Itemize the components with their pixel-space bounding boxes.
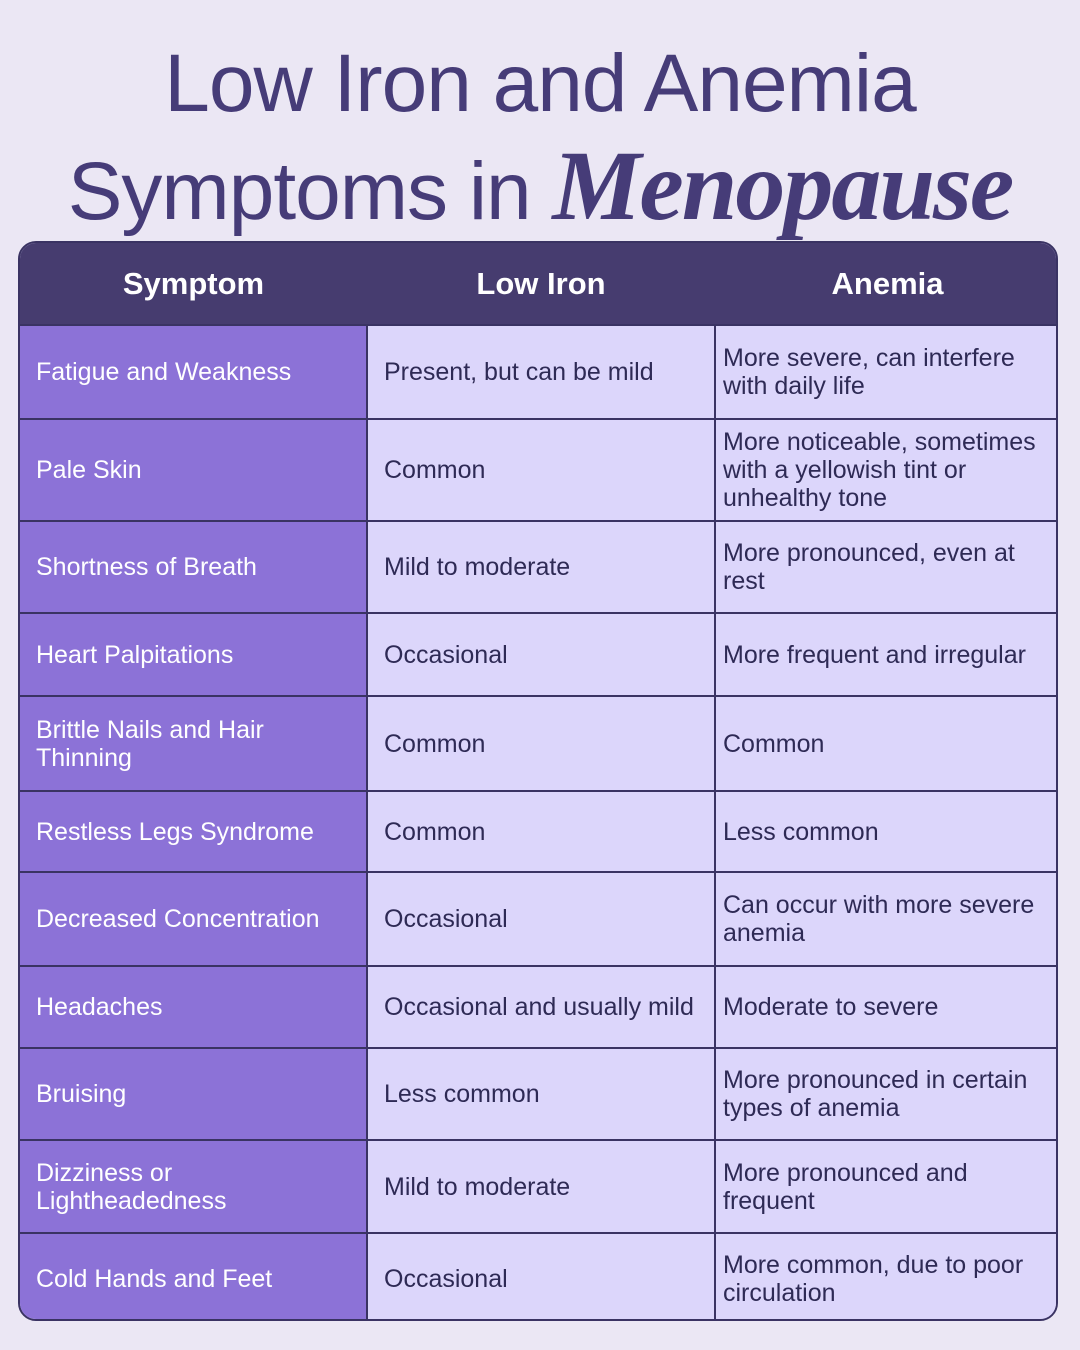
anemia-cell: More pronounced, even at rest	[715, 521, 1058, 613]
table-row	[20, 613, 1058, 696]
anemia-cell: More severe, can interfere with daily life	[715, 325, 1058, 419]
symptom-cell: Shortness of Breath	[20, 521, 367, 613]
low-iron-cell: Occasional	[367, 872, 715, 966]
table-row	[20, 966, 1058, 1048]
symptom-cell: Pale Skin	[20, 419, 367, 521]
comparison-table	[20, 243, 1058, 1321]
table-body	[20, 325, 1058, 1321]
table-row	[20, 1140, 1058, 1233]
anemia-cell: Moderate to severe	[715, 966, 1058, 1048]
anemia-cell: Common	[715, 696, 1058, 791]
table-row	[20, 1233, 1058, 1321]
anemia-cell: More frequent and irregular	[715, 613, 1058, 696]
symptom-cell: Fatigue and Weakness	[20, 325, 367, 419]
anemia-cell: Less common	[715, 791, 1058, 872]
table-row	[20, 419, 1058, 521]
table-header	[20, 243, 1058, 325]
column-header-symptom: Symptom	[20, 243, 367, 325]
symptom-cell: Bruising	[20, 1048, 367, 1140]
symptom-cell: Brittle Nails and Hair Thinning	[20, 696, 367, 791]
table-row	[20, 325, 1058, 419]
symptom-cell: Heart Palpitations	[20, 613, 367, 696]
title-emphasis: Menopause	[552, 130, 1013, 241]
table-row	[20, 791, 1058, 872]
title-line-1: Low Iron and Anemia	[164, 38, 916, 129]
anemia-cell: More noticeable, sometimes with a yellowish tint or unhealthy tone	[715, 419, 1058, 521]
low-iron-cell: Common	[367, 419, 715, 521]
title-prefix: Symptoms in	[67, 146, 553, 237]
column-header-low-iron: Low Iron	[367, 243, 715, 325]
low-iron-cell: Occasional	[367, 1233, 715, 1321]
table-row	[20, 521, 1058, 613]
symptom-cell: Headaches	[20, 966, 367, 1048]
low-iron-cell: Less common	[367, 1048, 715, 1140]
header-row	[20, 243, 1058, 325]
low-iron-cell: Present, but can be mild	[367, 325, 715, 419]
column-header-anemia: Anemia	[715, 243, 1058, 325]
low-iron-cell: Occasional and usually mild	[367, 966, 715, 1048]
anemia-cell: More common, due to poor circulation	[715, 1233, 1058, 1321]
low-iron-cell: Common	[367, 696, 715, 791]
low-iron-cell: Occasional	[367, 613, 715, 696]
symptom-cell: Cold Hands and Feet	[20, 1233, 367, 1321]
table-row	[20, 696, 1058, 791]
low-iron-cell: Mild to moderate	[367, 1140, 715, 1233]
symptom-cell: Decreased Concentration	[20, 872, 367, 966]
comparison-table-container	[18, 241, 1058, 1321]
anemia-cell: More pronounced in certain types of anemia	[715, 1048, 1058, 1140]
low-iron-cell: Mild to moderate	[367, 521, 715, 613]
table-row	[20, 1048, 1058, 1140]
page-title	[0, 36, 1080, 246]
table-row	[20, 872, 1058, 966]
symptom-cell: Dizziness or Lightheadedness	[20, 1140, 367, 1233]
symptom-cell: Restless Legs Syndrome	[20, 791, 367, 872]
anemia-cell: More pronounced and frequent	[715, 1140, 1058, 1233]
title-line-2	[0, 132, 1080, 246]
anemia-cell: Can occur with more severe anemia	[715, 872, 1058, 966]
low-iron-cell: Common	[367, 791, 715, 872]
